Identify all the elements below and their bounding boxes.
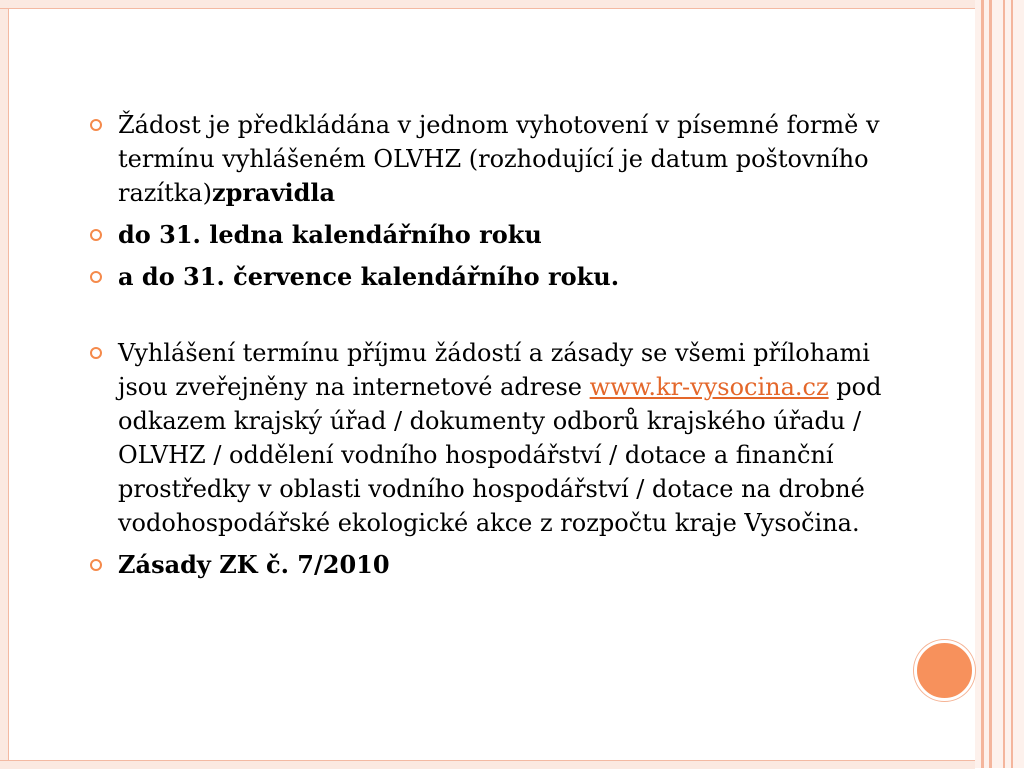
circle-bullet-icon <box>90 229 102 241</box>
item-text: Zásady ZK č. 7/2010 <box>118 550 390 579</box>
bullet-item-announcement <box>90 336 910 540</box>
circle-bullet-icon <box>90 559 102 571</box>
bullet-item-deadline-july <box>90 260 910 294</box>
item-text: a do 31. července kalendářního roku. <box>118 262 620 291</box>
bullet-item-rules <box>90 548 910 582</box>
bullet-item-deadline-january <box>90 218 910 252</box>
top-border <box>0 0 975 9</box>
stripe <box>981 0 984 768</box>
stripe <box>1003 0 1005 768</box>
item-text-continued: pod odkazem krajský úřad / dokumenty odborů krajského úřadu / OLVHZ / oddělení vodního hospodářství / dotace a finanční prostředky v oblasti vodního hospodářství / dotace na drobné vodohospodářské ekologické akce z rozpočtu kraje Vysočina. <box>118 373 882 537</box>
circle-bullet-icon <box>90 119 102 131</box>
orange-circle-decoration <box>914 640 975 701</box>
left-border <box>0 0 9 768</box>
bullet-item-application <box>90 108 910 210</box>
right-stripes <box>975 0 1024 768</box>
stripe <box>989 0 992 768</box>
website-link[interactable]: www.kr-vysocina.cz <box>589 373 829 401</box>
item-bold-text: zpravidla <box>211 178 336 207</box>
item-text: Vyhlášení termínu příjmu žádostí a zásady se všemi přílohami jsou zveřejněny na internetové adrese <box>118 339 870 401</box>
circle-bullet-icon <box>90 271 102 283</box>
item-text: do 31. ledna kalendářního roku <box>118 220 542 249</box>
slide-content <box>90 108 910 582</box>
circle-bullet-icon <box>90 347 102 359</box>
stripe <box>1011 0 1013 768</box>
item-text: Žádost je předkládána v jednom vyhotovení v písemné formě v termínu vyhlášeném OLVHZ (rozhodující je datum poštovního razítka) <box>118 111 880 207</box>
